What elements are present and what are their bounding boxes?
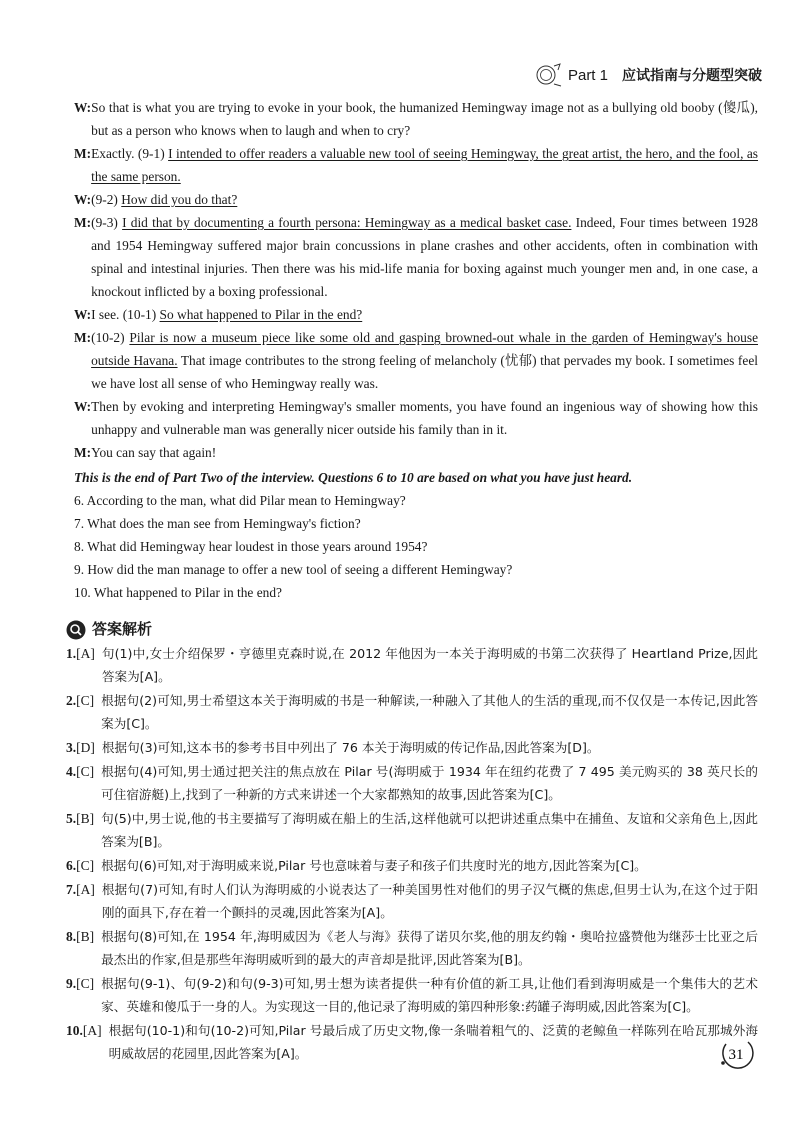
page-number-circle-icon: [718, 1036, 754, 1072]
dialogue-turn: [74, 96, 758, 142]
question-item: 10. What happened to Pilar in the end?: [74, 585, 282, 600]
utterance: [91, 395, 758, 441]
question-item: 7. What does the man see from Hemingway's fiction?: [74, 516, 361, 531]
dialogue-turn: [74, 441, 758, 464]
page-content: [66, 96, 759, 1065]
answer-item: [66, 878, 758, 924]
dialogue: [74, 96, 758, 464]
answer-key: [B]: [76, 929, 95, 944]
instruction: This is the end of Part Two of the interview. Questions 6 to 10 are based on what you have just heard.: [74, 470, 633, 485]
dialogue-turn: [74, 188, 758, 211]
answer-key: [A]: [82, 1023, 102, 1038]
answer-key: [A]: [76, 646, 95, 661]
answer-explanation: 句(5)中,男士说,他的书主要描写了海明威在船上的生活,这样他就可以把讲述重点集中在捕鱼、友谊和父亲角色上,因此答案为[B]。: [101, 811, 758, 849]
question-list: [74, 489, 758, 604]
utterance: [91, 303, 758, 326]
answer-number: 5.: [66, 811, 77, 826]
utterance: [91, 188, 758, 211]
utterance-text: So that is what you are trying to evoke in your book, the humanized Hemingway image not as a bullying old booby (傻瓜), but as a person who knows when to laugh and when to cry?: [91, 100, 758, 138]
utterance-text: Exactly. (9-1): [91, 146, 169, 161]
answer-explanation: 根据句(9-1)、句(9-2)和句(9-3)可知,男士想为读者提供一种有价值的新工具,让他们看到海明威是一个集伟大的艺术家、英雄和傻瓜于一身的人。为实现这一目的,他记录了海明威的第四种形象:药罐子海明威,因此答案为[C]。: [101, 976, 758, 1014]
speaker-label: W:: [74, 307, 92, 322]
page-number-badge: [718, 1036, 754, 1072]
utterance: [91, 142, 758, 188]
answer-number: 8.: [66, 929, 77, 944]
answer-explanation: 根据句(10-1)和句(10-2)可知,Pilar 号最后成了历史文物,像一条喘着粗气的、泛黄的老鲸鱼一样陈列在哈瓦那城外海明威故居的花园里,因此答案为[A]。: [108, 1023, 758, 1061]
answer-explanation: 根据句(3)可知,这本书的参考书目中列出了 76 本关于海明威的传记作品,因此答案为[D]。: [101, 740, 600, 755]
answer-item: [66, 807, 758, 853]
underlined-key-sentence: So what happened to Pilar in the end?: [159, 307, 363, 322]
utterance: [91, 441, 758, 464]
utterance-text: Indeed, Four times between 1928 and 1954 Hemingway suffered major brain concussions in plane crashes and other accidents, often in combination with spinal and intestinal injuries. Then there was his mid-life mania for boxing against much younger men and, in one case, a knockout inflicted by a boxing professional.: [91, 215, 758, 299]
answer-key: [B]: [76, 811, 95, 826]
answer-item: [66, 972, 758, 1018]
speaker-label: W:: [74, 399, 92, 414]
answer-item: [66, 925, 758, 971]
question-item: 9. How did the man manage to offer a new tool of seeing a different Hemingway?: [74, 562, 513, 577]
dialogue-turn: [74, 142, 758, 188]
utterance: [91, 211, 758, 303]
speaker-label: M:: [74, 215, 92, 230]
answer-key: [C]: [76, 764, 95, 779]
answer-key: [C]: [76, 693, 95, 708]
answer-key: [A]: [76, 882, 95, 897]
answer-number: 7.: [66, 882, 77, 897]
answer-number: 2.: [66, 693, 77, 708]
answer-item: [66, 736, 758, 759]
underlined-key-sentence: I intended to offer readers a valuable new tool of seeing Hemingway, the great artist, the hero, and the fool, as the same person.: [91, 146, 759, 184]
question-item: 6. According to the man, what did Pilar mean to Hemingway?: [74, 493, 406, 508]
answer-item: [66, 1019, 758, 1065]
answer-explanation: 根据句(7)可知,有时人们认为海明威的小说表达了一种美国男性对他们的男子汉气概的焦虑,但男士认为,在这个过于阳刚的面具下,存在着一个颤抖的灵魂,因此答案为[A]。: [101, 882, 758, 920]
utterance-text: (9-2): [91, 192, 122, 207]
answer-explanation: 句(1)中,女士介绍保罗・亨德里克森时说,在 2012 年他因为一本关于海明威的书第二次获得了 Heartland Prize,因此答案为[A]。: [101, 646, 758, 684]
speaker-label: W:: [74, 192, 92, 207]
section-title: 应试指南与分题型突破: [622, 68, 762, 84]
underlined-key-sentence: How did you do that?: [121, 192, 238, 207]
answer-item: [66, 642, 758, 688]
utterance: [91, 96, 758, 142]
speaker-label: M:: [74, 146, 92, 161]
answer-number: 4.: [66, 764, 77, 779]
dialogue-turn: [74, 211, 758, 303]
answers-title: 答案解析: [92, 620, 153, 638]
answer-explanation: 根据句(6)可知,对于海明威来说,Pilar 号也意味着与妻子和孩子们共度时光的地方,因此答案为[C]。: [101, 858, 647, 873]
underlined-key-sentence: Pilar is now a museum piece like some old and gasping browned-out whale in the garden of Hemingway's house outside Havana.: [91, 330, 759, 368]
answer-key: [C]: [76, 858, 95, 873]
answer-item: [66, 689, 758, 735]
answer-item: [66, 760, 758, 806]
underlined-key-sentence: I did that by documenting a fourth persona: Hemingway as a medical basket case.: [122, 215, 572, 230]
utterance-text: That image contributes to the strong feeling of melancholy (忧郁) that pervades my book. I sometimes feel we have lost all sense of who Hemingway really was.: [91, 353, 758, 391]
page-number: 31: [728, 1047, 744, 1063]
answer-explanation: 根据句(4)可知,男士通过把关注的焦点放在 Pilar 号(海明威于 1934 年在纽约花费了 7 495 美元购买的 38 英尺长的可住宿游艇)上,找到了一种新的方式来讲述一个大家都熟知的故事,因此答案为[C]。: [101, 764, 758, 802]
answer-number: 10.: [66, 1023, 83, 1038]
answer-explanation: 根据句(2)可知,男士希望这本关于海明威的书是一种解读,一种融入了其他人的生活的重现,而不仅仅是一本传记,因此答案为[C]。: [101, 693, 758, 731]
answer-explanation: 根据句(8)可知,在 1954 年,海明威因为《老人与海》获得了诺贝尔奖,他的朋友约翰・奥哈拉盛赞他为继莎士比亚之后最杰出的作家,但是那些年海明威听到的最大的声音却是批评,因此答案为[B]。: [101, 929, 758, 967]
question-item: 8. What did Hemingway hear loudest in those years around 1954?: [74, 539, 428, 554]
speaker-label: W:: [74, 100, 92, 115]
answers-heading: [66, 618, 758, 641]
page-header: [534, 62, 762, 88]
answer-list: [66, 642, 758, 1065]
part-label: Part 1: [567, 66, 608, 84]
dialogue-turn: [74, 326, 758, 395]
utterance-text: (10-2): [91, 330, 130, 345]
dialogue-turn: [74, 303, 758, 326]
answer-number: 9.: [66, 976, 77, 991]
dialogue-turn: [74, 395, 758, 441]
magnifier-icon: [66, 620, 86, 640]
answer-number: 1.: [66, 646, 77, 661]
utterance-text: I see. (10-1): [91, 307, 160, 322]
answer-key: [D]: [76, 740, 95, 755]
stamp-logo-icon: [534, 62, 564, 88]
utterance-text: Then by evoking and interpreting Hemingway's smaller moments, you have found an ingenious way of showing how this unhappy and vulnerable man was generally nicer outside his family than in it.: [91, 399, 758, 437]
answer-number: 3.: [66, 740, 77, 755]
answer-number: 6.: [66, 858, 77, 873]
utterance: [91, 326, 758, 395]
utterance-text: (9-3): [91, 215, 123, 230]
utterance-text: You can say that again!: [91, 445, 217, 460]
answer-key: [C]: [76, 976, 95, 991]
speaker-label: M:: [74, 330, 92, 345]
answer-item: [66, 854, 758, 877]
speaker-label: M:: [74, 445, 92, 460]
